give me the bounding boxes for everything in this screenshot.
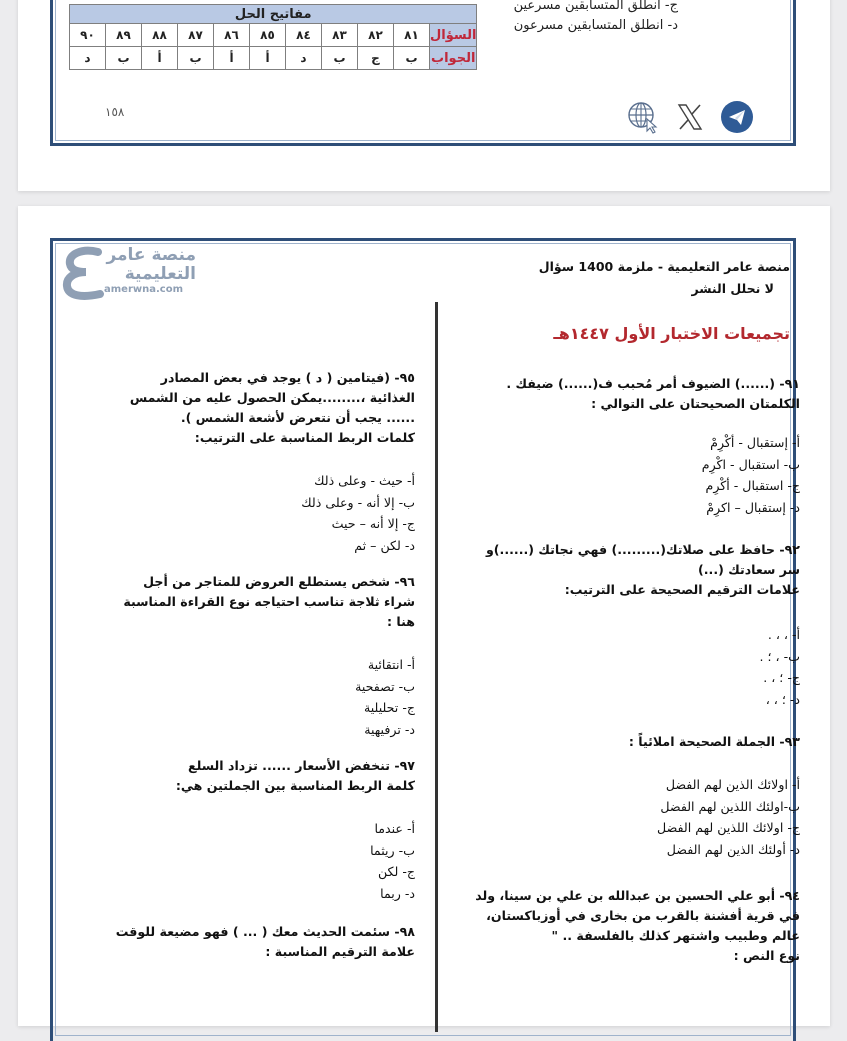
question-number: ٨٩ [106, 24, 142, 47]
question-text: ٩٧- تنخفض الأسعار ...... تزداد السلع [188, 758, 415, 773]
answer-letter: أ [214, 47, 250, 70]
answer-option[interactable]: أ- إستقبال - أكْرِمْ [710, 435, 800, 450]
questions-left-column [115, 368, 415, 978]
logo-line1: منصة عامر [106, 245, 196, 265]
answer-option[interactable]: ب-اولئك اللذين لهم الفضل [660, 798, 800, 814]
answer-option[interactable]: ب- تصفحية [355, 678, 415, 694]
previous-page [18, 0, 830, 191]
question-number: ٨٨ [142, 24, 178, 47]
question-prompt: علامة الترقيم المناسبة : [265, 944, 415, 959]
answer-option[interactable]: ب- استقبال - اكْرِم [701, 456, 800, 472]
question-number: ٨٦ [214, 24, 250, 47]
answer-option[interactable]: أ- حيث - وعلى ذلك [314, 473, 415, 488]
question-prompt: كلمة الربط المناسبة بين الجملتين هي: [175, 778, 415, 793]
question-text: ٩١- (......) الضيوف أمر مُحبب ف(......) ضيفك . [506, 376, 800, 391]
question-98 [115, 922, 415, 962]
answer-option[interactable]: ج- استقبال - أكْرِم [705, 478, 800, 493]
current-page [18, 206, 830, 1026]
question-prompt: علامات الترقيم الصحيحة على الترتيب: [564, 582, 800, 597]
question-91 [470, 374, 800, 518]
question-number: ٨٥ [250, 24, 286, 47]
question-text: ٩٨- سئمت الحديث معك ( ... ) فهو مضيعة للوقت [115, 924, 415, 939]
question-text: ٩٤- أبو علي الحسين بن عبدالله بن علي بن سينا، ولد في قرية أفشنة بالقرب من بخارى في أوزباكستان، عالم وطبيب واشتهر كذلك بالفلسفة .. " [475, 888, 800, 943]
answer-option[interactable]: أ- انتقائية [367, 657, 415, 672]
answer-option[interactable]: أ- عندما [374, 821, 415, 836]
answer-label: الجواب [430, 47, 477, 70]
answer-letter: ج [358, 47, 394, 70]
answer-letter: ب [322, 47, 358, 70]
answer-option[interactable]: د- إستقبال – اكرِمْ [706, 499, 800, 515]
prev-option: د- انطلق المتسابقين مسرعون [513, 18, 678, 33]
question-prompt: الكلمتان الصحيحتان على التوالي : [591, 396, 800, 411]
answer-option[interactable]: أ- اولائك الذين لهم الفضل [665, 777, 800, 792]
question-text: ٩٣- الجملة الصحيحة املائياً : [628, 734, 800, 749]
answer-letter: د [70, 47, 106, 70]
answer-letter: أ [250, 47, 286, 70]
answer-key-answers-row [70, 47, 477, 70]
answer-letter: د [286, 47, 322, 70]
question-text: ٩٥- (فيتامين ( د ) يوجد في بعض المصادر الغذائية ،........يمكن الحصول عليه من الشمس ...... يجب أن نتعرض لأشعة الشمس ). [129, 370, 415, 425]
question-label: السؤال [430, 24, 477, 47]
brand-logo [62, 246, 202, 300]
answer-option[interactable]: د- ربما [380, 885, 415, 901]
header-notice: لا نحلل النشر [691, 281, 774, 296]
page-header [539, 256, 790, 300]
x-icon[interactable] [673, 100, 707, 134]
question-number: ٨٤ [286, 24, 322, 47]
question-text: ٩٦- شخص يستطلع العروض للمتاجر من أجل شراء ثلاجة تناسب احتياجه نوع القراءة المناسبة هنا : [123, 574, 415, 629]
question-number: ٩٠ [70, 24, 106, 47]
question-prompt: كلمات الربط المناسبة على الترتيب: [194, 430, 415, 445]
answer-option[interactable]: أ- ، ، . [767, 627, 800, 642]
answer-option[interactable]: ج- تحليلية [363, 700, 415, 715]
header-title: منصة عامر التعليمية - ملزمة 1400 سؤال [538, 259, 790, 274]
question-95 [115, 368, 415, 556]
question-93 [470, 732, 800, 860]
question-prompt: نوع النص : [733, 948, 800, 963]
answer-letter: ب [178, 47, 214, 70]
column-divider [435, 302, 438, 1032]
answer-letter: ب [106, 47, 142, 70]
questions-right-column [470, 374, 800, 982]
globe-icon[interactable] [626, 100, 660, 134]
answer-option[interactable]: د- ترفيهية [364, 721, 415, 737]
answer-letter: أ [142, 47, 178, 70]
answer-key-table [69, 4, 477, 70]
answer-option[interactable]: د- أولئك الذين لهم الفضل [666, 841, 800, 857]
question-96 [115, 572, 415, 740]
question-number: ٨٣ [322, 24, 358, 47]
question-number: ٨٢ [358, 24, 394, 47]
answer-key-title: مفاتيح الحل [70, 5, 477, 24]
question-number: ٨١ [394, 24, 430, 47]
question-number: ٨٧ [178, 24, 214, 47]
section-title: تجميعات الاختبار الأول ١٤٤٧هـ [553, 324, 790, 343]
page-number: ١٥٨ [105, 105, 125, 119]
answer-option[interactable]: ب- إلا أنه - وعلى ذلك [301, 494, 415, 510]
question-94 [470, 886, 800, 966]
question-97 [115, 756, 415, 904]
answer-option[interactable]: ج- ؛ ، . [763, 670, 800, 685]
answer-option[interactable]: ب- ريثما [370, 842, 415, 858]
prev-option: ج- انطلق المتسابقين مسرعين [513, 0, 678, 13]
answer-option[interactable]: ج- لكن [377, 864, 415, 879]
answer-option[interactable]: د- ؛ ، ، [765, 691, 800, 707]
logo-url: amerwna.com [104, 284, 184, 295]
logo-ain-icon [62, 246, 106, 300]
answer-option[interactable]: د- لكن – ثم [354, 537, 415, 553]
question-92 [470, 540, 800, 710]
telegram-icon[interactable] [720, 100, 754, 134]
answer-letter: ب [394, 47, 430, 70]
answer-option[interactable]: ج- اولائك اللذين لهم الفضل [657, 820, 800, 835]
answer-option[interactable]: ب- ، ؛ . [759, 648, 800, 664]
answer-option[interactable]: ج- إلا أنه – حيث [331, 516, 415, 531]
answer-key-questions-row [70, 24, 477, 47]
question-text: ٩٢- حافظ على صلاتك(.........) فهي نجاتك (......)و سر سعادتك (...) [485, 542, 800, 577]
logo-line2: التعليمية [124, 264, 196, 284]
